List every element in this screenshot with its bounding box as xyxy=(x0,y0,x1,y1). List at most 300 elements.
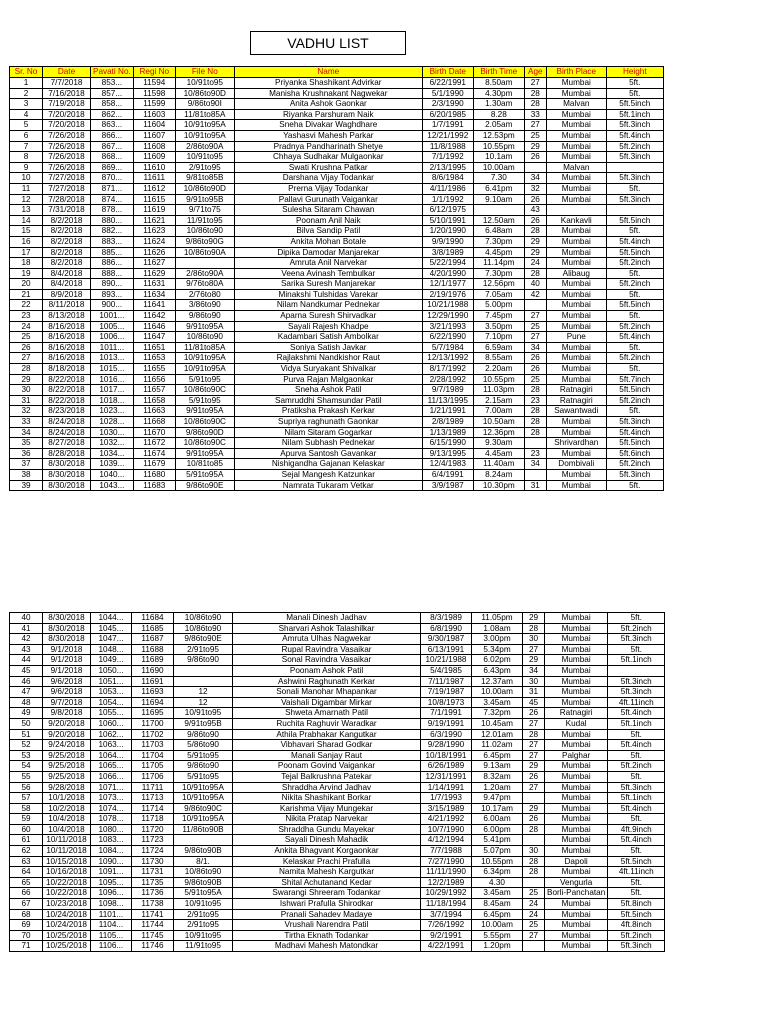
table-cell: 8/22/2018 xyxy=(43,374,91,385)
table-cell: 14 xyxy=(10,215,43,226)
table-row xyxy=(10,205,664,216)
table-cell: 27 xyxy=(524,120,546,131)
table-cell: 6.43pm xyxy=(472,665,523,676)
table-cell: 8/16/2018 xyxy=(43,342,91,353)
table-cell: Ankita Mohan Botale xyxy=(234,236,422,247)
table-cell: 8.32am xyxy=(472,771,523,782)
table-cell: 5ft.3inch xyxy=(608,676,665,687)
table-cell: 56 xyxy=(10,782,43,793)
table-cell: Mumbai xyxy=(546,130,606,141)
table-cell: Dombivali xyxy=(546,459,606,470)
table-cell: Sarika Suresh Manjarekar xyxy=(234,279,422,290)
table-cell: 9/13/1995 xyxy=(422,448,473,459)
table-row xyxy=(10,856,665,867)
table-cell: 10/24/2018 xyxy=(43,920,91,931)
table-row xyxy=(10,920,665,931)
table-cell: 10/86to90 xyxy=(174,867,233,878)
table-cell: 1095... xyxy=(91,877,132,888)
table-cell: 5/86to90 xyxy=(174,740,233,751)
table-cell xyxy=(524,438,546,449)
table-cell: Mumbai xyxy=(546,289,606,300)
table-cell: 1 xyxy=(10,78,43,89)
table-cell: 9/20/2018 xyxy=(43,718,91,729)
table-cell: 9/1/2018 xyxy=(43,665,91,676)
table-cell: Mumbai xyxy=(546,321,606,332)
table-cell: 66 xyxy=(10,888,43,899)
table-cell xyxy=(606,205,663,216)
table-cell: 9/86to90 xyxy=(175,311,234,322)
table-cell: Nilam Nandkumar Pednekar xyxy=(234,300,422,311)
table-cell: Borli-Panchatan xyxy=(545,888,608,899)
table-cell: 4ft.11inch xyxy=(608,867,665,878)
table-cell: 5ft.5inch xyxy=(606,215,663,226)
table-cell: 34 xyxy=(524,173,546,184)
table-cell: 5ft. xyxy=(606,364,663,375)
table-cell: 5ft.3inch xyxy=(606,173,663,184)
table-cell: 1005... xyxy=(91,321,134,332)
column-header: Regi No xyxy=(133,67,175,78)
table-cell: 4/21/1992 xyxy=(421,814,472,825)
table-cell: 10/91to95 xyxy=(174,708,233,719)
table-cell: 1063... xyxy=(91,740,132,751)
table-cell: 1001... xyxy=(91,311,134,322)
table-cell: 10.55pm xyxy=(472,856,523,867)
table-cell: 888... xyxy=(91,268,134,279)
table-cell: 5ft.1inch xyxy=(608,655,665,666)
table-cell: 19 xyxy=(10,268,43,279)
table-cell: 1084... xyxy=(91,846,132,857)
table-cell: 17 xyxy=(10,247,43,258)
table-cell: 1/14/1991 xyxy=(421,782,472,793)
table-cell: 5/4/1985 xyxy=(421,665,472,676)
table-cell: 5ft. xyxy=(608,888,665,899)
table-row xyxy=(10,258,664,269)
table-cell: Mumbai xyxy=(545,665,608,676)
table-cell: 8/22/2018 xyxy=(43,395,91,406)
table-cell: 5ft. xyxy=(606,183,663,194)
table-cell: Mumbai xyxy=(546,173,606,184)
table-row xyxy=(10,353,664,364)
table-cell: 12/29/1990 xyxy=(422,311,473,322)
table-cell: 853... xyxy=(91,78,134,89)
table-cell: 9/7/2018 xyxy=(43,697,91,708)
table-cell: 871... xyxy=(91,183,134,194)
table-cell: Yashasvi Mahesh Parkar xyxy=(234,130,422,141)
table-cell: 62 xyxy=(10,846,43,857)
table-cell: 7.45pm xyxy=(473,311,524,322)
table-cell: 9/91to95B xyxy=(174,718,233,729)
table-row xyxy=(10,109,664,120)
table-cell: Sonali Manohar Mhapankar xyxy=(233,687,421,698)
table-cell: 10.1am xyxy=(473,152,524,163)
table-cell: 5ft.2inch xyxy=(608,623,665,634)
table-cell: 7/31/2018 xyxy=(43,205,91,216)
table-cell: 9/86to90D xyxy=(175,427,234,438)
table-cell: 5ft.4inch xyxy=(606,427,663,438)
table-cell: Mumbai xyxy=(545,740,608,751)
table-cell: 11731 xyxy=(132,867,174,878)
table-cell: 2/8/1989 xyxy=(422,417,473,428)
table-cell: 1043... xyxy=(91,480,134,491)
table-cell: 5.34pm xyxy=(472,644,523,655)
table-cell: 11670 xyxy=(133,427,175,438)
table-cell: 3.00pm xyxy=(472,634,523,645)
table-cell: 32 xyxy=(10,406,43,417)
table-cell: 1028... xyxy=(91,417,134,428)
table-cell: 27 xyxy=(523,718,545,729)
table-row xyxy=(10,247,664,258)
table-cell: 11611 xyxy=(133,173,175,184)
table-cell: 26 xyxy=(523,814,545,825)
table-cell: Mumbai xyxy=(545,835,608,846)
table-cell: 1023... xyxy=(91,406,134,417)
table-cell: 26 xyxy=(523,771,545,782)
table-cell: 12.56pm xyxy=(473,279,524,290)
table-cell: Ruchita Raghuvir Waradkar xyxy=(233,718,421,729)
table-row xyxy=(10,793,665,804)
table-cell: 12.01am xyxy=(472,729,523,740)
table-cell: 9/8/2018 xyxy=(43,708,91,719)
table-cell: 25 xyxy=(524,321,546,332)
table-cell: Priyanka Shashikant Advirkar xyxy=(234,78,422,89)
table-cell: 4ft.11inch xyxy=(608,697,665,708)
table-cell: 1015... xyxy=(91,364,134,375)
table-cell: 886... xyxy=(91,258,134,269)
table-cell: 5ft. xyxy=(606,289,663,300)
table-cell: 5ft. xyxy=(606,226,663,237)
table-cell: Mumbai xyxy=(545,613,608,624)
table-cell: 6/3/1990 xyxy=(421,729,472,740)
table-cell: Palghar xyxy=(545,750,608,761)
table-cell: 4.45pm xyxy=(473,247,524,258)
table-cell: Ratnagiri xyxy=(546,385,606,396)
table-cell: 2/86to90A xyxy=(175,268,234,279)
table-row xyxy=(10,718,665,729)
table-cell: Mumbai xyxy=(546,417,606,428)
table-cell: 868... xyxy=(91,152,134,163)
table-cell: 67 xyxy=(10,899,43,910)
column-header: File No xyxy=(175,67,234,78)
table-cell: 5/1/1990 xyxy=(422,88,473,99)
table-cell: 10/91to95A xyxy=(175,353,234,364)
table-cell: 33 xyxy=(10,417,43,428)
table-cell: Samruddhi Shamsundar Patil xyxy=(234,395,422,406)
table-cell: 7 xyxy=(10,141,43,152)
table-cell: 5ft.8inch xyxy=(608,899,665,910)
table-cell: 11647 xyxy=(133,332,175,343)
table-cell: 5ft.2inch xyxy=(606,279,663,290)
table-cell: 9/86to90G xyxy=(175,236,234,247)
table-cell: 1030... xyxy=(91,427,134,438)
table-cell: 7/7/2018 xyxy=(43,78,91,89)
table-cell: Mumbai xyxy=(545,761,608,772)
table-row xyxy=(10,162,664,173)
table-cell: 11746 xyxy=(132,941,174,952)
table-cell: 8/2/2018 xyxy=(43,258,91,269)
table-cell: Nikita Pratap Narvekar xyxy=(233,814,421,825)
table-cell: 5ft.5inch xyxy=(606,385,663,396)
table-cell: 5ft. xyxy=(608,644,665,655)
table-cell: 4/22/1991 xyxy=(421,941,472,952)
table-cell: 23 xyxy=(524,448,546,459)
vadhu-table-part-2 xyxy=(9,612,665,952)
table-cell: 10/18/1991 xyxy=(421,750,472,761)
table-cell: 10.45am xyxy=(472,718,523,729)
table-cell: Shital Achutanand Kedar xyxy=(233,877,421,888)
table-cell: 27 xyxy=(524,311,546,322)
table-cell: 30 xyxy=(10,385,43,396)
table-cell: 11656 xyxy=(133,374,175,385)
table-cell: 2/91to95 xyxy=(175,162,234,173)
table-cell: 29 xyxy=(523,803,545,814)
table-cell: 9/86to90E xyxy=(175,480,234,491)
table-cell: Vrushali Narendra Patil xyxy=(233,920,421,931)
table-cell: 5ft. xyxy=(606,480,663,491)
table-cell: 2/28/1992 xyxy=(422,374,473,385)
table-cell: 11627 xyxy=(133,258,175,269)
table-row xyxy=(10,803,665,814)
table-cell: Pune xyxy=(546,332,606,343)
table-cell: Vibhavari Sharad Godkar xyxy=(233,740,421,751)
table-cell: 29 xyxy=(10,374,43,385)
table-cell: 5ft. xyxy=(608,750,665,761)
table-cell: 40 xyxy=(524,279,546,290)
table-cell: 1091... xyxy=(91,867,132,878)
table-cell: 11.05pm xyxy=(472,613,523,624)
table-cell: 11.02am xyxy=(472,740,523,751)
table-cell xyxy=(524,300,546,311)
table-cell: 28 xyxy=(524,406,546,417)
table-cell: Manisha Krushnakant Nagwekar xyxy=(234,88,422,99)
table-cell: 6.48am xyxy=(473,226,524,237)
table-cell: Supriya raghunath Gaonkar xyxy=(234,417,422,428)
table-cell: 40 xyxy=(10,613,43,624)
table-cell: 5ft.1inch xyxy=(608,793,665,804)
table-cell: 4/12/1994 xyxy=(421,835,472,846)
table-row xyxy=(10,761,665,772)
table-row xyxy=(10,867,665,878)
table-cell: 27 xyxy=(10,353,43,364)
table-row xyxy=(10,226,664,237)
table-cell: 26 xyxy=(523,708,545,719)
table-cell xyxy=(546,205,606,216)
table-cell: 50 xyxy=(10,718,43,729)
table-cell: 9/28/2018 xyxy=(43,782,91,793)
table-cell: 25 xyxy=(523,888,545,899)
table-cell: 1047... xyxy=(91,634,132,645)
table-cell: 8/11/2018 xyxy=(43,300,91,311)
table-cell: 10.17am xyxy=(472,803,523,814)
table-cell: 9/25/2018 xyxy=(43,771,91,782)
table-cell: 8/2/2018 xyxy=(43,226,91,237)
table-cell: 5ft. xyxy=(606,406,663,417)
table-row xyxy=(10,835,665,846)
table-cell: 11691 xyxy=(132,676,174,687)
table-cell: 7/7/1988 xyxy=(421,846,472,857)
table-cell: 863... xyxy=(91,120,134,131)
table-cell: 8/3/1989 xyxy=(421,613,472,624)
table-cell: 1040... xyxy=(91,469,134,480)
table-cell: 1044... xyxy=(91,613,132,624)
table-cell: 11651 xyxy=(133,342,175,353)
table-cell: 1060... xyxy=(91,718,132,729)
table-cell: 11723 xyxy=(132,835,174,846)
table-cell: 9/86to90E xyxy=(174,634,233,645)
table-cell: 26 xyxy=(524,152,546,163)
table-cell: Mumbai xyxy=(545,814,608,825)
table-cell: 11/18/1994 xyxy=(421,899,472,910)
table-cell: Madhavi Mahesh Matondkar xyxy=(233,941,421,952)
table-cell: 69 xyxy=(10,920,43,931)
table-cell: 11695 xyxy=(132,708,174,719)
table-row xyxy=(10,771,665,782)
table-cell: Mumbai xyxy=(546,469,606,480)
table-cell: 9/86to90B xyxy=(174,877,233,888)
table-row xyxy=(10,417,664,428)
table-cell: 9/86to90 xyxy=(174,655,233,666)
table-cell: 10/91to95 xyxy=(174,930,233,941)
table-cell: 1083... xyxy=(91,835,132,846)
table-cell: 10/91to95A xyxy=(175,120,234,131)
table-cell: 8/22/2018 xyxy=(43,385,91,396)
table-cell: 49 xyxy=(10,708,43,719)
table-cell: 10/86to90C xyxy=(175,438,234,449)
table-cell: 7/27/2018 xyxy=(43,183,91,194)
table-cell: 11705 xyxy=(132,761,174,772)
table-cell: 11599 xyxy=(133,99,175,110)
table-cell: 34 xyxy=(524,342,546,353)
table-cell: 28 xyxy=(524,385,546,396)
table-cell: 5ft. xyxy=(606,88,663,99)
table-cell: 39 xyxy=(10,480,43,491)
table-cell: 28 xyxy=(524,268,546,279)
table-cell: Mumbai xyxy=(546,300,606,311)
table-row xyxy=(10,236,664,247)
table-cell: 9/2/1991 xyxy=(421,930,472,941)
table-cell: 6.00pm xyxy=(472,824,523,835)
table-cell: 6/13/1991 xyxy=(421,644,472,655)
table-cell: 11655 xyxy=(133,364,175,375)
table-cell: 7/26/2018 xyxy=(43,152,91,163)
table-cell: Rajlakshmi Nandkishor Raut xyxy=(234,353,422,364)
table-cell: 1066... xyxy=(91,771,132,782)
table-cell: Poonam Ashok Patil xyxy=(233,665,421,676)
table-row xyxy=(10,395,664,406)
table-cell: 9/91to95A xyxy=(175,321,234,332)
table-cell xyxy=(524,162,546,173)
table-cell: 11714 xyxy=(132,803,174,814)
table-cell: 41 xyxy=(10,623,43,634)
table-cell: Mumbai xyxy=(545,644,608,655)
table-cell: Minakshi Tulshidas Varekar xyxy=(234,289,422,300)
table-row xyxy=(10,480,664,491)
table-cell: 9/86to90I xyxy=(175,99,234,110)
table-cell: Shraddha Arvind Jadhav xyxy=(233,782,421,793)
table-cell: 1104... xyxy=(91,920,132,931)
table-cell: 5/91to95A xyxy=(174,888,233,899)
table-cell: Rupal Ravindra Vasaikar xyxy=(233,644,421,655)
table-cell: 8/13/2018 xyxy=(43,311,91,322)
table-cell: Mumbai xyxy=(546,78,606,89)
table-cell: Sayali Dinesh Mahadik xyxy=(233,835,421,846)
table-cell: 5ft. xyxy=(606,342,663,353)
table-cell: Mumbai xyxy=(546,152,606,163)
table-cell: 8.50am xyxy=(473,78,524,89)
table-cell: Anita Ashok Gaonkar xyxy=(234,99,422,110)
table-cell: 18 xyxy=(10,258,43,269)
table-cell: 29 xyxy=(524,141,546,152)
table-cell: Mumbai xyxy=(545,676,608,687)
table-row xyxy=(10,824,665,835)
table-cell: 4ft.9inch xyxy=(608,824,665,835)
table-row xyxy=(10,448,664,459)
table-cell: 8.45am xyxy=(472,899,523,910)
table-cell: 5.00pm xyxy=(473,300,524,311)
table-cell: 10/15/2018 xyxy=(43,856,91,867)
table-cell: 11690 xyxy=(132,665,174,676)
table-cell: 9/86to90B xyxy=(174,846,233,857)
table-cell: 11683 xyxy=(133,480,175,491)
table-cell: Mumbai xyxy=(546,194,606,205)
table-cell: 11689 xyxy=(132,655,174,666)
table-cell: 1080... xyxy=(91,824,132,835)
table-row xyxy=(10,644,665,655)
table-cell: Alibaug xyxy=(546,268,606,279)
table-cell: 10/81to85 xyxy=(175,459,234,470)
table-cell: 29 xyxy=(523,761,545,772)
table-cell: 1064... xyxy=(91,750,132,761)
table-row xyxy=(10,183,664,194)
table-cell: 1048... xyxy=(91,644,132,655)
table-row xyxy=(10,655,665,666)
table-cell: Amruta Ulhas Nagwekar xyxy=(233,634,421,645)
table-cell: 5 xyxy=(10,120,43,131)
table-cell: 10/25/2018 xyxy=(43,930,91,941)
table-cell: 12.36pm xyxy=(473,427,524,438)
table-cell: 5ft.4inch xyxy=(608,708,665,719)
table-cell: 10/8/1973 xyxy=(421,697,472,708)
table-cell: 28 xyxy=(524,88,546,99)
column-header: Date xyxy=(43,67,91,78)
table-cell: 10.55pm xyxy=(473,374,524,385)
table-cell: 11741 xyxy=(132,909,174,920)
table-cell: 1062... xyxy=(91,729,132,740)
table-row xyxy=(10,300,664,311)
table-cell: 12 xyxy=(174,697,233,708)
table-cell: 5ft.4inch xyxy=(608,740,665,751)
vadhu-table-part-1 xyxy=(9,66,664,491)
table-cell: Nilam Subhash Pednekar xyxy=(234,438,422,449)
table-cell: 26 xyxy=(10,342,43,353)
table-cell: 1055... xyxy=(91,708,132,719)
table-cell: 5ft. xyxy=(608,846,665,857)
table-cell: 11604 xyxy=(133,120,175,131)
table-cell: 11629 xyxy=(133,268,175,279)
table-cell: 9.47pm xyxy=(472,793,523,804)
table-cell: Manali Dinesh Jadhav xyxy=(233,613,421,624)
table-cell: 5ft.2inch xyxy=(608,930,665,941)
table-cell: 11 xyxy=(10,183,43,194)
table-cell: 6/26/1989 xyxy=(421,761,472,772)
table-cell: 11641 xyxy=(133,300,175,311)
table-cell: 5ft.3inch xyxy=(606,469,663,480)
column-header: Birth Time xyxy=(473,67,524,78)
table-cell: Mumbai xyxy=(545,909,608,920)
table-cell: 10/2/2018 xyxy=(43,803,91,814)
table-cell: Mumbai xyxy=(545,634,608,645)
table-cell: 25 xyxy=(10,332,43,343)
table-cell: 11657 xyxy=(133,385,175,396)
